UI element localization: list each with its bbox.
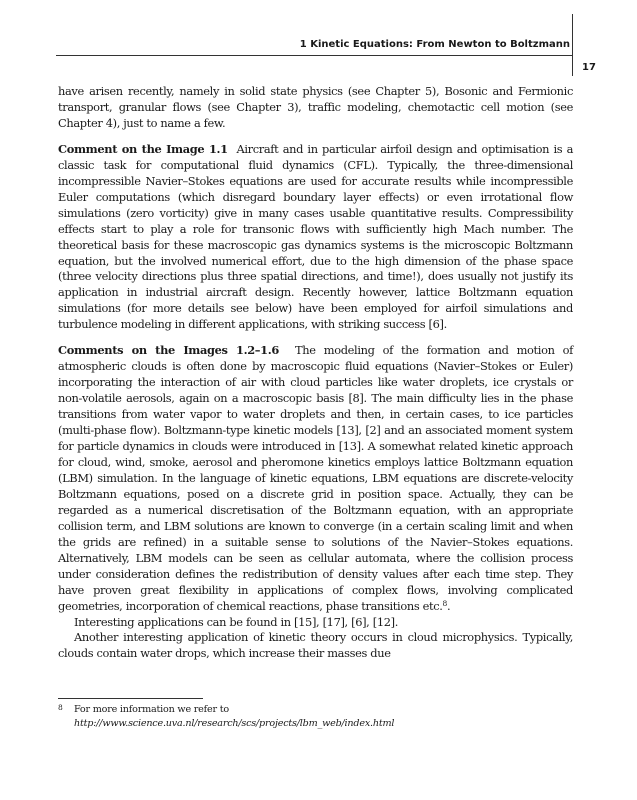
body-text (58, 84, 573, 662)
paragraph-text: The modeling of the formation and motion of atmospheric clouds is often done by macroscopic fluid equations (Navier–Stokes or Euler) incorporating the interaction of air with cloud particles like water droplets, ice crystals or non-volatile aerosols, again on a macroscopic basis [8]. The main difficulty lies in the phase transitions from water vapor to water droplets and then, in certain cases, to ice particles (multi-phase flow). Boltzmann-type kinetic models [13], [2] and an associated moment system for particle dynamics in clouds were introduced in [13]. A somewhat related kinetic approach for cloud, wind, smoke, aerosol and pheromone kinetics employs lattice Boltzmann equation (LBM) simulation. In the language of kinetic equations, LBM equations are discrete-velocity Boltzmann equations, posed on a discrete grid in position space. Actually, they can be regarded as a numerical discretisation of the Boltzmann equation, with an appropriate collision term, and LBM solutions are known to converge (in a certain scaling limit and when the grids are refined) in a suitable sense to solutions of the Navier–Stokes equations. Alternatively, LBM models can be seen as cellular automata, where the collision process under consideration defines the redistribution of density values after each time step. They have proven great flexibility in applications of complex flows, involving complicated geometries, incorporation of chemical reactions, phase transitions etc. (58, 343, 574, 613)
footnote-text: For more information we refer to (74, 704, 229, 715)
paragraph-text: Another interesting application of kinetic theory occurs in cloud microphysics. Typically, clouds contain water drops, which increase their masses due (58, 630, 573, 661)
footnote (58, 703, 568, 731)
paragraph-cloud-microphysics (58, 630, 573, 662)
paragraph-text: have arisen recently, namely in solid state physics (see Chapter 5), Bosonic and Fermionic transport, granular flows (see Chapter 3), traffic modeling, chemotactic cell motion (see Chapter 4), just to name a few. (58, 84, 573, 130)
paragraph-images-1-2-to-1-6-comment (58, 343, 573, 614)
paragraph-intro-continuation (58, 84, 573, 132)
footnote-url: http://www.science.uva.nl/research/scs/projects/lbm_web/index.html (74, 718, 395, 729)
header-horizontal-rule (56, 55, 573, 56)
footnote-reference: 8 (442, 598, 447, 608)
page-number: 17 (582, 62, 596, 73)
running-head: 1 Kinetic Equations: From Newton to Boltzmann (299, 39, 570, 50)
header-vertical-rule (572, 14, 573, 76)
paragraph-image-1-1-comment (58, 142, 573, 333)
paragraph-text: Interesting applications can be found in [15], [17], [6], [12]. (74, 614, 398, 629)
footnote-separator (58, 698, 203, 699)
paragraph-lead: Comments on the Images 1.2–1.6 (58, 343, 279, 358)
paragraph-applications (58, 615, 573, 631)
paragraph-lead: Comment on the Image 1.1 (58, 141, 228, 156)
paragraph-text: Aircraft and in particular airfoil design and optimisation is a classic task for computational fluid dynamics (CFL). Typically, the three-dimensional incompressible Navier–Stokes equations are used for accurate results while incompressible Euler computations (which disregard boundary layer effects) or even irrotational flow simulations (zero vorticity) give in many cases usable quantitative results. Compressibility effects start to play a role for transonic flows with sufficiently high Mach number. The theoretical basis for these macroscopic gas dynamics systems is the microscopic Boltzmann equation, but the involved numerical effort, due to the high dimension of the phase space (three velocity directions plus three spatial directions, and time!), does usually not justify its application in industrial aircraft design. Recently however, lattice Boltzmann equation simulations (for more details see below) have been employed for airfoil simulations and turbulence modeling in different applications, with striking success [6]. (58, 141, 574, 332)
footnote-number: 8 (58, 703, 63, 712)
paragraph-end: . (446, 598, 451, 613)
